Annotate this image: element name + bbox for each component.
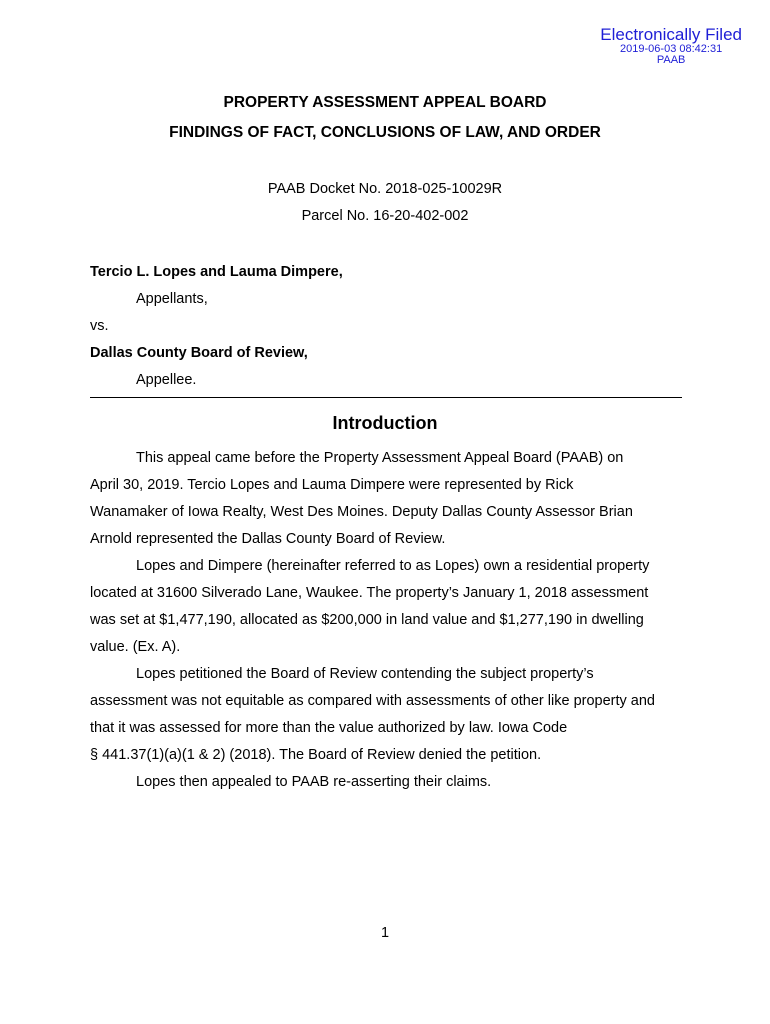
text-line: § 441.37(1)(a)(1 & 2) (2018). The Board of Review denied the petition. xyxy=(90,747,542,763)
text-line: assessment was not equitable as compared with assessments of other like property and xyxy=(90,693,655,709)
text-line: Lopes and Dimpere (hereinafter referred to as Lopes) own a residential property xyxy=(136,558,650,574)
document-title: PROPERTY ASSESSMENT APPEAL BOARD xyxy=(223,94,547,111)
section-divider xyxy=(90,397,682,398)
section-heading: Introduction xyxy=(332,413,438,433)
versus-label: vs. xyxy=(90,318,109,334)
text-line: Wanamaker of Iowa Realty, West Des Moines. Deputy Dallas County Assessor Brian xyxy=(90,504,633,520)
text-line: Lopes petitioned the Board of Review contending the subject property’s xyxy=(136,666,594,682)
stamp-title: Electronically Filed xyxy=(600,25,742,44)
appellee-name: Dallas County Board of Review, xyxy=(90,345,308,361)
paragraph xyxy=(90,769,690,796)
electronic-filing-stamp xyxy=(600,26,742,67)
text-line: that it was assessed for more than the value authorized by law. Iowa Code xyxy=(90,720,568,736)
stamp-timestamp: 2019-06-03 08:42:31 xyxy=(620,42,723,55)
parcel-number: Parcel No. 16-20-402-002 xyxy=(301,208,469,224)
appellants-name: Tercio L. Lopes and Lauma Dimpere, xyxy=(90,264,343,280)
document-body xyxy=(90,445,690,796)
appellee-role: Appellee. xyxy=(136,372,197,388)
text-line: April 30, 2019. Tercio Lopes and Lauma Dimpere were represented by Rick xyxy=(90,477,574,493)
text-line: This appeal came before the Property Assessment Appeal Board (PAAB) on xyxy=(136,450,624,466)
appellants-role: Appellants, xyxy=(136,291,208,307)
paragraph xyxy=(90,661,690,769)
text-line: value. (Ex. A). xyxy=(90,639,181,655)
text-line: located at 31600 Silverado Lane, Waukee. The property’s January 1, 2018 assessment xyxy=(90,585,649,601)
text-line: was set at $1,477,190, allocated as $200,000 in land value and $1,277,190 in dwelling xyxy=(90,612,644,628)
page-number: 1 xyxy=(380,925,390,941)
text-line: Lopes then appealed to PAAB re-asserting their claims. xyxy=(136,774,492,790)
document-subtitle: FINDINGS OF FACT, CONCLUSIONS OF LAW, AND ORDER xyxy=(169,124,601,141)
text-line: Arnold represented the Dallas County Board of Review. xyxy=(90,531,446,547)
paragraph xyxy=(90,553,690,661)
docket-number: PAAB Docket No. 2018-025-10029R xyxy=(267,181,503,197)
paragraph xyxy=(90,445,690,553)
stamp-agency: PAAB xyxy=(656,54,686,67)
